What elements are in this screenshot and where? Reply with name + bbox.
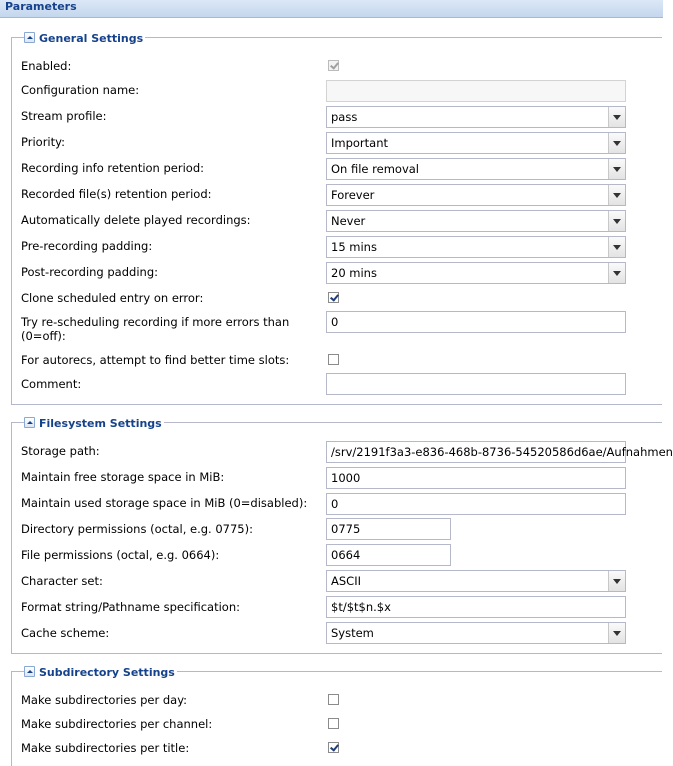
rec-info-retention-select[interactable] bbox=[326, 158, 626, 180]
post-padding-label: Post-recording padding: bbox=[21, 265, 158, 279]
filesystem-settings-legend[interactable] bbox=[24, 415, 164, 431]
rec-info-retention-label: Recording info retention period: bbox=[21, 161, 205, 175]
retry-input[interactable]: 0 bbox=[326, 311, 626, 333]
collapse-icon[interactable] bbox=[24, 417, 35, 428]
file-perm-label: File permissions (octal, e.g. 0664): bbox=[21, 548, 220, 562]
free-space-label: Maintain free storage space in MiB: bbox=[21, 470, 225, 484]
priority-label: Priority: bbox=[21, 135, 65, 149]
dir-perm-label: Directory permissions (octal, e.g. 0775): bbox=[21, 522, 253, 536]
chevron-down-icon[interactable] bbox=[608, 571, 625, 591]
rec-info-retention-value: On file removal bbox=[331, 162, 420, 176]
charset-label: Character set: bbox=[21, 574, 103, 588]
chevron-down-icon[interactable] bbox=[608, 159, 625, 179]
collapse-icon[interactable] bbox=[24, 32, 35, 43]
chevron-down-icon[interactable] bbox=[608, 211, 625, 231]
format-label: Format string/Pathname specification: bbox=[21, 600, 240, 614]
comment-input[interactable] bbox=[326, 373, 626, 395]
collapse-icon[interactable] bbox=[24, 666, 35, 677]
per-day-checkbox[interactable] bbox=[328, 694, 339, 705]
panel-header bbox=[0, 0, 663, 18]
per-channel-checkbox[interactable] bbox=[328, 718, 339, 729]
chevron-down-icon[interactable] bbox=[608, 185, 625, 205]
check-icon bbox=[330, 60, 339, 69]
stream-profile-value: pass bbox=[331, 110, 358, 124]
retry-label: Try re-scheduling recording if more errors than (0=off): bbox=[21, 315, 290, 343]
post-padding-value: 20 mins bbox=[331, 266, 377, 280]
comment-label: Comment: bbox=[21, 377, 82, 391]
clone-checkbox[interactable] bbox=[328, 292, 339, 303]
used-space-label: Maintain used storage space in MiB (0=disabled): bbox=[21, 496, 308, 510]
chevron-down-icon[interactable] bbox=[608, 623, 625, 643]
per-title-label: Make subdirectories per title: bbox=[21, 741, 190, 755]
config-name-label: Configuration name: bbox=[21, 83, 140, 97]
check-icon bbox=[330, 742, 339, 751]
auto-delete-value: Never bbox=[331, 214, 366, 228]
enabled-label: Enabled: bbox=[21, 59, 72, 73]
pre-padding-label: Pre-recording padding: bbox=[21, 239, 153, 253]
cache-select[interactable] bbox=[326, 622, 626, 644]
chevron-down-icon[interactable] bbox=[608, 107, 625, 127]
format-input[interactable]: $t/$t$n.$x bbox=[326, 596, 626, 618]
rec-file-retention-label: Recorded file(s) retention period: bbox=[21, 187, 212, 201]
per-channel-label: Make subdirectories per channel: bbox=[21, 717, 213, 731]
auto-delete-label: Automatically delete played recordings: bbox=[21, 213, 251, 227]
clone-label: Clone scheduled entry on error: bbox=[21, 291, 204, 305]
chevron-down-icon[interactable] bbox=[608, 133, 625, 153]
chevron-down-icon[interactable] bbox=[608, 263, 625, 283]
priority-select[interactable] bbox=[326, 132, 626, 154]
config-name-input[interactable] bbox=[326, 80, 626, 102]
general-settings-legend[interactable] bbox=[24, 30, 145, 46]
autorec-checkbox[interactable] bbox=[328, 354, 339, 365]
general-settings-title: General Settings bbox=[39, 32, 144, 45]
priority-value: Important bbox=[331, 136, 389, 150]
post-padding-select[interactable] bbox=[326, 262, 626, 284]
chevron-down-icon[interactable] bbox=[608, 237, 625, 257]
cache-label: Cache scheme: bbox=[21, 626, 110, 640]
panel-title: Parameters bbox=[5, 0, 77, 13]
rec-file-retention-select[interactable] bbox=[326, 184, 626, 206]
subdirectory-settings-title: Subdirectory Settings bbox=[39, 666, 175, 679]
pre-padding-select[interactable] bbox=[326, 236, 626, 258]
rec-file-retention-value: Forever bbox=[331, 188, 375, 202]
charset-value: ASCII bbox=[331, 574, 361, 588]
charset-select[interactable] bbox=[326, 570, 626, 592]
storage-path-label: Storage path: bbox=[21, 444, 100, 458]
auto-delete-select[interactable] bbox=[326, 210, 626, 232]
dir-perm-input[interactable]: 0775 bbox=[326, 518, 451, 540]
pre-padding-value: 15 mins bbox=[331, 240, 377, 254]
per-title-checkbox[interactable] bbox=[328, 742, 339, 753]
check-icon bbox=[330, 292, 339, 301]
free-space-input[interactable]: 1000 bbox=[326, 467, 626, 489]
per-day-label: Make subdirectories per day: bbox=[21, 693, 188, 707]
cache-value: System bbox=[331, 626, 374, 640]
subdirectory-settings-legend[interactable] bbox=[24, 664, 177, 680]
used-space-input[interactable]: 0 bbox=[326, 493, 626, 515]
enabled-checkbox bbox=[328, 60, 339, 71]
stream-profile-label: Stream profile: bbox=[21, 109, 107, 123]
stream-profile-select[interactable] bbox=[326, 106, 626, 128]
storage-path-input[interactable]: /srv/2191f3a3-e836-468b-8736-54520586d6ae/Aufnahmen bbox=[326, 441, 626, 463]
autorec-label: For autorecs, attempt to find better time slots: bbox=[21, 353, 290, 367]
filesystem-settings-title: Filesystem Settings bbox=[39, 417, 162, 430]
file-perm-input[interactable]: 0664 bbox=[326, 544, 451, 566]
